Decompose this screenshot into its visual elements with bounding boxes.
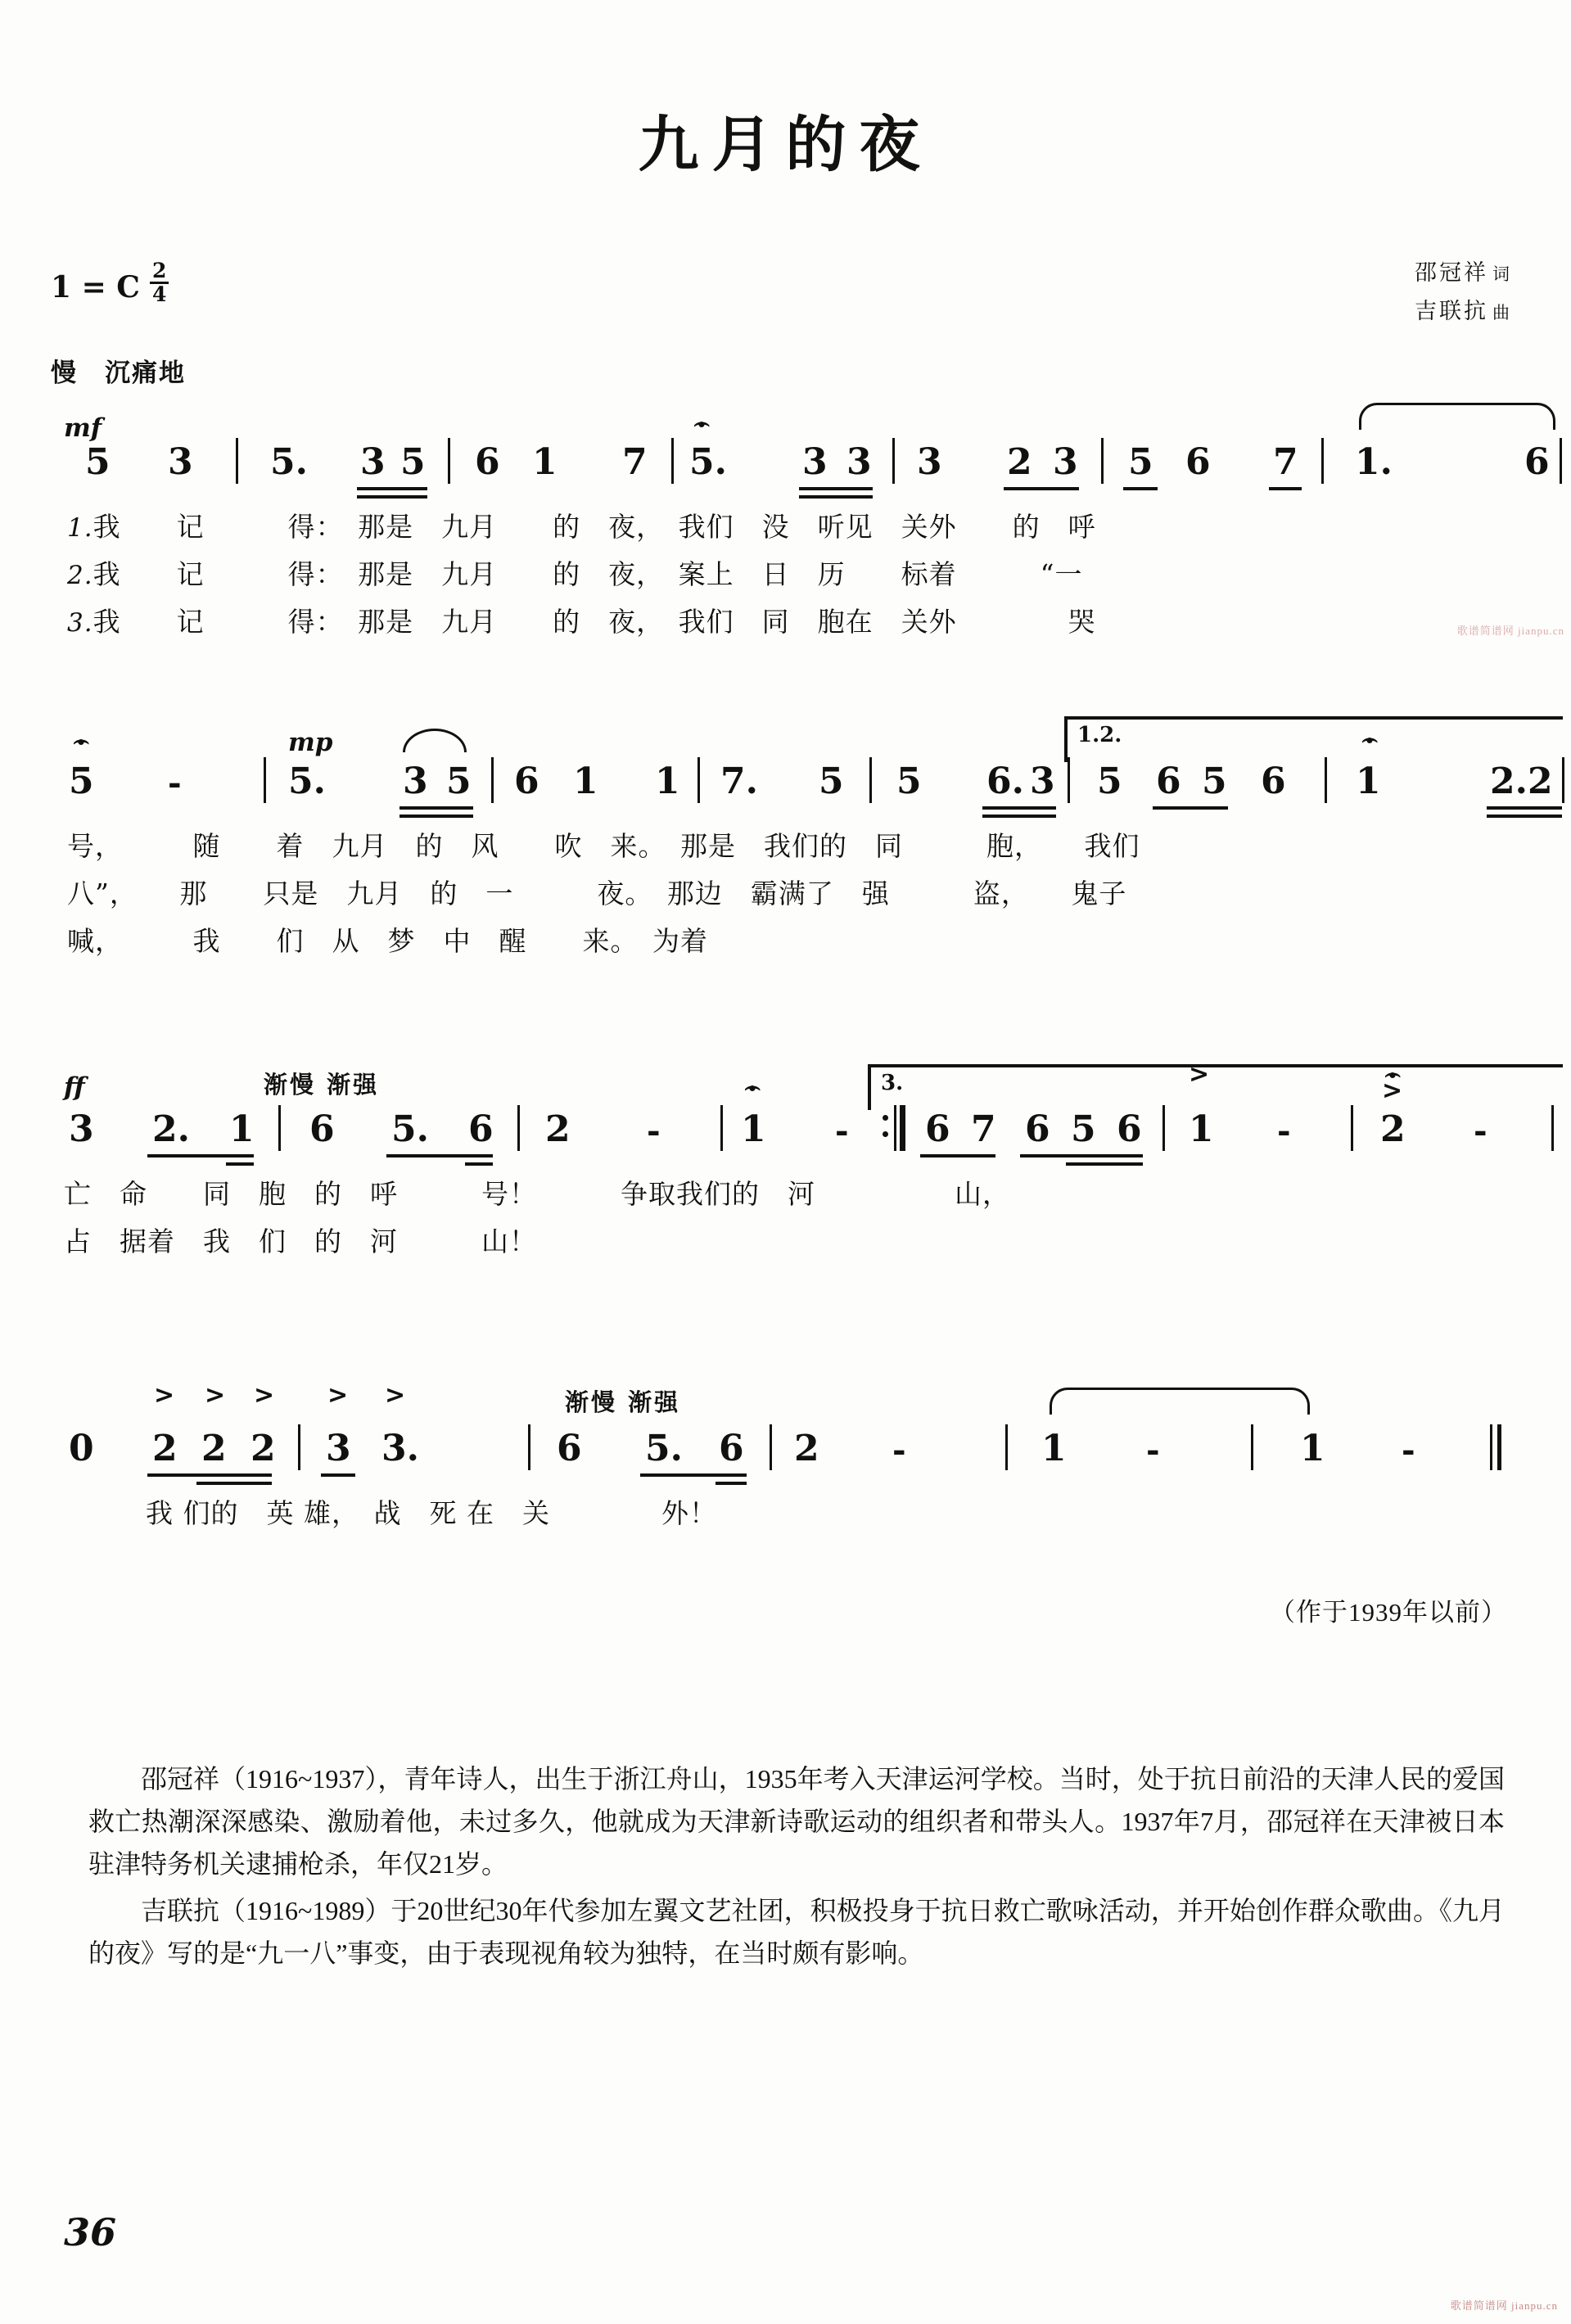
lyric-text: 喊， 我 们 从 梦 中 醒 来。 为着: [67, 925, 708, 957]
music-system-4: [0, 1381, 1571, 1531]
accent-mark: >: [205, 1381, 226, 1410]
barline: [298, 1424, 300, 1470]
note-row-2: [0, 724, 1571, 800]
dynamic-mp: mp: [288, 728, 333, 757]
music-system-1: [0, 405, 1571, 639]
sustain-dash: -: [1146, 1431, 1160, 1469]
note: 1: [1041, 1428, 1067, 1469]
note: 3: [1030, 760, 1055, 802]
music-system-3: [0, 1060, 1571, 1259]
note: 5: [1097, 760, 1122, 802]
volta-bracket-1-2: [1064, 716, 1563, 762]
note: 2: [545, 1108, 571, 1150]
barline: [1251, 1424, 1253, 1470]
time-signature: [150, 260, 169, 305]
verse-number: 1.: [67, 513, 93, 543]
slur: [403, 729, 467, 752]
lyric-line: [0, 1483, 1571, 1531]
sustain-dash: -: [1474, 1112, 1487, 1150]
note: 5.: [645, 1428, 683, 1469]
expression-rit-cresc: 渐慢 渐强: [264, 1071, 380, 1099]
beam: [920, 1154, 995, 1157]
note: 6: [1117, 1108, 1142, 1150]
page-title: 九月的夜: [638, 110, 933, 180]
note: 1: [655, 760, 680, 802]
note: 3: [69, 1108, 94, 1150]
lyric-line: [0, 592, 1571, 639]
lyricist-role: 词: [1492, 264, 1512, 284]
note-row-1: [0, 405, 1571, 481]
lyric-content: 我 记 得： 那是 九月 的 夜， 我们 同 胞在 关外 哭: [93, 606, 1096, 638]
note: 2: [1007, 441, 1032, 483]
note: 1: [1356, 760, 1381, 802]
note: 5: [1202, 760, 1227, 802]
barline: [1560, 438, 1562, 484]
note: 1: [1300, 1428, 1325, 1469]
program-note-paragraph: 邵冠祥（1916~1937），青年诗人，出生于浙江舟山，1935年考入天津运河学校。当时，处于抗日前沿的天津人民的爱国救亡热潮深深感染、激励着他，未过多久，他就成为天津新诗歌运动的组织者和带头人。1937年7月，邵冠祥在天津被日本驻津特务机关逮捕枪杀，年仅21岁。: [88, 1764, 1505, 1879]
volta-label: 1.2.: [1077, 723, 1122, 747]
note: 6: [475, 441, 500, 483]
note: 5: [69, 760, 94, 802]
beam: [357, 487, 427, 490]
beam: [400, 806, 473, 810]
dynamic-mf: mf: [64, 413, 102, 443]
lyric-text: 占 据着 我 们 的 河 山！: [64, 1225, 537, 1257]
beam: [321, 1473, 355, 1477]
sustain-dash: -: [892, 1431, 906, 1469]
note: 3: [326, 1428, 351, 1469]
note: 1: [1189, 1108, 1214, 1150]
note: 6: [309, 1108, 335, 1150]
program-note-paragraph: 吉联抗（1916~1989）于20世纪30年代参加左翼文艺社团，积极投身于抗日救亡歌咏活动，并开始创作群众歌曲。《九月的夜》写的是“九一八”事变，由于表现视角较为独特，在当时颇有影响。: [88, 1896, 1505, 1969]
note: 7: [1273, 441, 1298, 483]
note: 5: [1071, 1108, 1096, 1150]
lyricist-credit: [1415, 254, 1512, 292]
note-row-3: [0, 1060, 1571, 1150]
sustain-dash: -: [168, 764, 182, 802]
note: 7: [971, 1108, 996, 1150]
note: 6: [557, 1428, 582, 1469]
barline: [1562, 757, 1564, 803]
lyric-line: [0, 544, 1571, 592]
note: 1: [741, 1108, 766, 1150]
note: 2: [794, 1428, 819, 1469]
rest: 0: [69, 1428, 94, 1469]
accent-mark: >: [254, 1381, 275, 1410]
beam: [147, 1154, 254, 1157]
lyric-text: [67, 553, 1082, 592]
sustain-dash: -: [835, 1112, 849, 1150]
final-barline: [1490, 1424, 1492, 1470]
note: 2: [152, 1428, 178, 1469]
key-signature-text: 1 = C: [51, 270, 140, 305]
barline: [528, 1424, 530, 1470]
note: 6: [1185, 441, 1211, 483]
note: 5.: [288, 760, 326, 802]
time-signature-denominator: 4: [151, 282, 167, 306]
beam: [147, 1473, 272, 1477]
note: 3.: [381, 1428, 419, 1469]
note: 5: [85, 441, 111, 483]
note: 3: [168, 441, 193, 483]
barline: [264, 757, 266, 803]
note: 6: [925, 1108, 950, 1150]
barline: [448, 438, 450, 484]
lyric-line: [0, 864, 1571, 911]
fermata-icon: [693, 408, 711, 436]
lyric-line: [0, 1164, 1571, 1212]
accent-mark: >: [1189, 1060, 1210, 1089]
note: 5.: [391, 1108, 429, 1150]
lyric-line: [0, 816, 1571, 864]
beam: [640, 1473, 747, 1477]
barline: [278, 1105, 281, 1151]
barline: [1321, 438, 1324, 484]
note: 5: [819, 760, 844, 802]
accent-mark: >: [1382, 1076, 1403, 1105]
note: 7.: [720, 760, 758, 802]
note: 1: [532, 441, 558, 483]
note: 5.: [689, 441, 727, 483]
beam: [799, 487, 873, 490]
watermark-secondary: 歌谱简谱网 jianpu.cn: [1456, 625, 1564, 637]
note: 6: [468, 1108, 494, 1150]
composition-date-note: （作于1939年以前）: [1270, 1598, 1507, 1627]
note: 5: [446, 760, 472, 802]
sustain-dash: -: [647, 1112, 661, 1150]
composer-name: 吉联抗: [1415, 299, 1488, 324]
lyric-text: 我 们的 英 雄， 战 死 在 关 外！: [146, 1497, 717, 1529]
note: 6.: [986, 760, 1024, 802]
lyric-text: 亡 命 同 胞 的 呼 号！ 争取我们的 河 山，: [64, 1178, 1010, 1210]
note: 2: [1380, 1108, 1406, 1150]
lyric-text: 八”， 那 只是 九月 的 一 夜。 那边 霸满了 强 盗， 鬼子: [67, 878, 1127, 909]
note: 2: [1528, 760, 1553, 802]
barline: [671, 438, 674, 484]
music-system-2: [0, 724, 1571, 959]
dynamic-ff: ff: [64, 1072, 85, 1102]
barline: [491, 757, 494, 803]
watermark: 歌谱简谱网 jianpu.cn: [1450, 2299, 1558, 2312]
note: 3: [403, 760, 428, 802]
program-notes: [88, 1758, 1505, 1980]
volta-bracket-3: [868, 1064, 1563, 1110]
page-number: 36: [64, 2210, 117, 2254]
composer-credit: [1415, 292, 1512, 331]
note: 6: [1156, 760, 1181, 802]
note: 6: [1524, 441, 1550, 483]
tempo-marking: 慢 沉痛地: [51, 359, 186, 387]
beam: [1269, 487, 1302, 490]
lyric-line: [0, 911, 1571, 959]
barline: [1005, 1424, 1008, 1470]
note: 1: [229, 1108, 255, 1150]
beam: [1487, 806, 1562, 810]
note: 3: [846, 441, 872, 483]
note: 3: [917, 441, 942, 483]
sustain-dash: -: [1402, 1431, 1415, 1469]
expression-rit-cresc: 渐慢 渐强: [565, 1388, 681, 1416]
barline: [1351, 1105, 1353, 1151]
note: 6: [514, 760, 539, 802]
note: 1: [573, 760, 598, 802]
lyric-line: [0, 497, 1571, 544]
lyric-text: [67, 601, 1096, 639]
note: 5: [400, 441, 426, 483]
beam: [1123, 487, 1158, 490]
composer-role: 曲: [1492, 303, 1512, 323]
lyric-line: [0, 1212, 1571, 1259]
repeat-end-barline[interactable]: [894, 1105, 896, 1151]
lyric-content: 我 记 得： 那是 九月 的 夜， 我们 没 听见 关外 的 呼: [93, 511, 1096, 543]
tie: [1050, 1388, 1310, 1415]
barline: [770, 1424, 772, 1470]
barline: [720, 1105, 723, 1151]
beam: [1153, 806, 1228, 810]
note: 3: [360, 441, 386, 483]
barline: [892, 438, 895, 484]
verse-number: 3.: [67, 608, 93, 638]
beam: [1004, 487, 1079, 490]
beam: [1020, 1154, 1143, 1157]
barline: [869, 757, 872, 803]
sustain-dash: -: [1277, 1112, 1291, 1150]
credits: [1415, 254, 1512, 332]
barline: [517, 1105, 520, 1151]
barline: [1101, 438, 1104, 484]
barline: [1325, 757, 1327, 803]
volta-label: 3.: [881, 1071, 904, 1095]
note: 2.: [1490, 760, 1528, 802]
fermata-icon: [72, 726, 90, 754]
note: 2.: [152, 1108, 190, 1150]
note: 6: [1261, 760, 1286, 802]
lyric-content: 我 记 得： 那是 九月 的 夜， 案上 日 历 标着 “一: [93, 558, 1083, 590]
accent-mark: >: [385, 1381, 406, 1410]
note: 2: [201, 1428, 227, 1469]
beam: [982, 806, 1056, 810]
barline: [1068, 757, 1070, 803]
note: 1.: [1355, 441, 1393, 483]
key-signature: [51, 260, 169, 314]
barline: [236, 438, 238, 484]
note-row-4: [0, 1381, 1571, 1469]
note: 3: [1053, 441, 1078, 483]
accent-mark: >: [154, 1381, 175, 1410]
verse-number: 2.: [67, 561, 93, 590]
barline: [697, 757, 700, 803]
note: 5: [896, 760, 922, 802]
note: 2: [251, 1428, 276, 1469]
note: 5.: [270, 441, 308, 483]
lyricist-name: 邵冠祥: [1415, 260, 1488, 285]
note: 6: [719, 1428, 744, 1469]
note: 3: [802, 441, 828, 483]
barline: [1162, 1105, 1165, 1151]
lyric-text: 号， 随 着 九月 的 风 吹 来。 那是 我们的 同 胞， 我们: [67, 830, 1140, 862]
beam: [386, 1154, 493, 1157]
accent-mark: >: [327, 1381, 349, 1410]
note: 7: [622, 441, 648, 483]
lyric-text: [67, 506, 1096, 544]
barline: [1551, 1105, 1554, 1151]
fermata-icon: [1361, 724, 1379, 752]
tie: [1359, 403, 1555, 430]
note: 6: [1025, 1108, 1050, 1150]
note: 5: [1128, 441, 1153, 483]
time-signature-numerator: 2: [150, 260, 169, 284]
fermata-icon: [743, 1072, 761, 1100]
